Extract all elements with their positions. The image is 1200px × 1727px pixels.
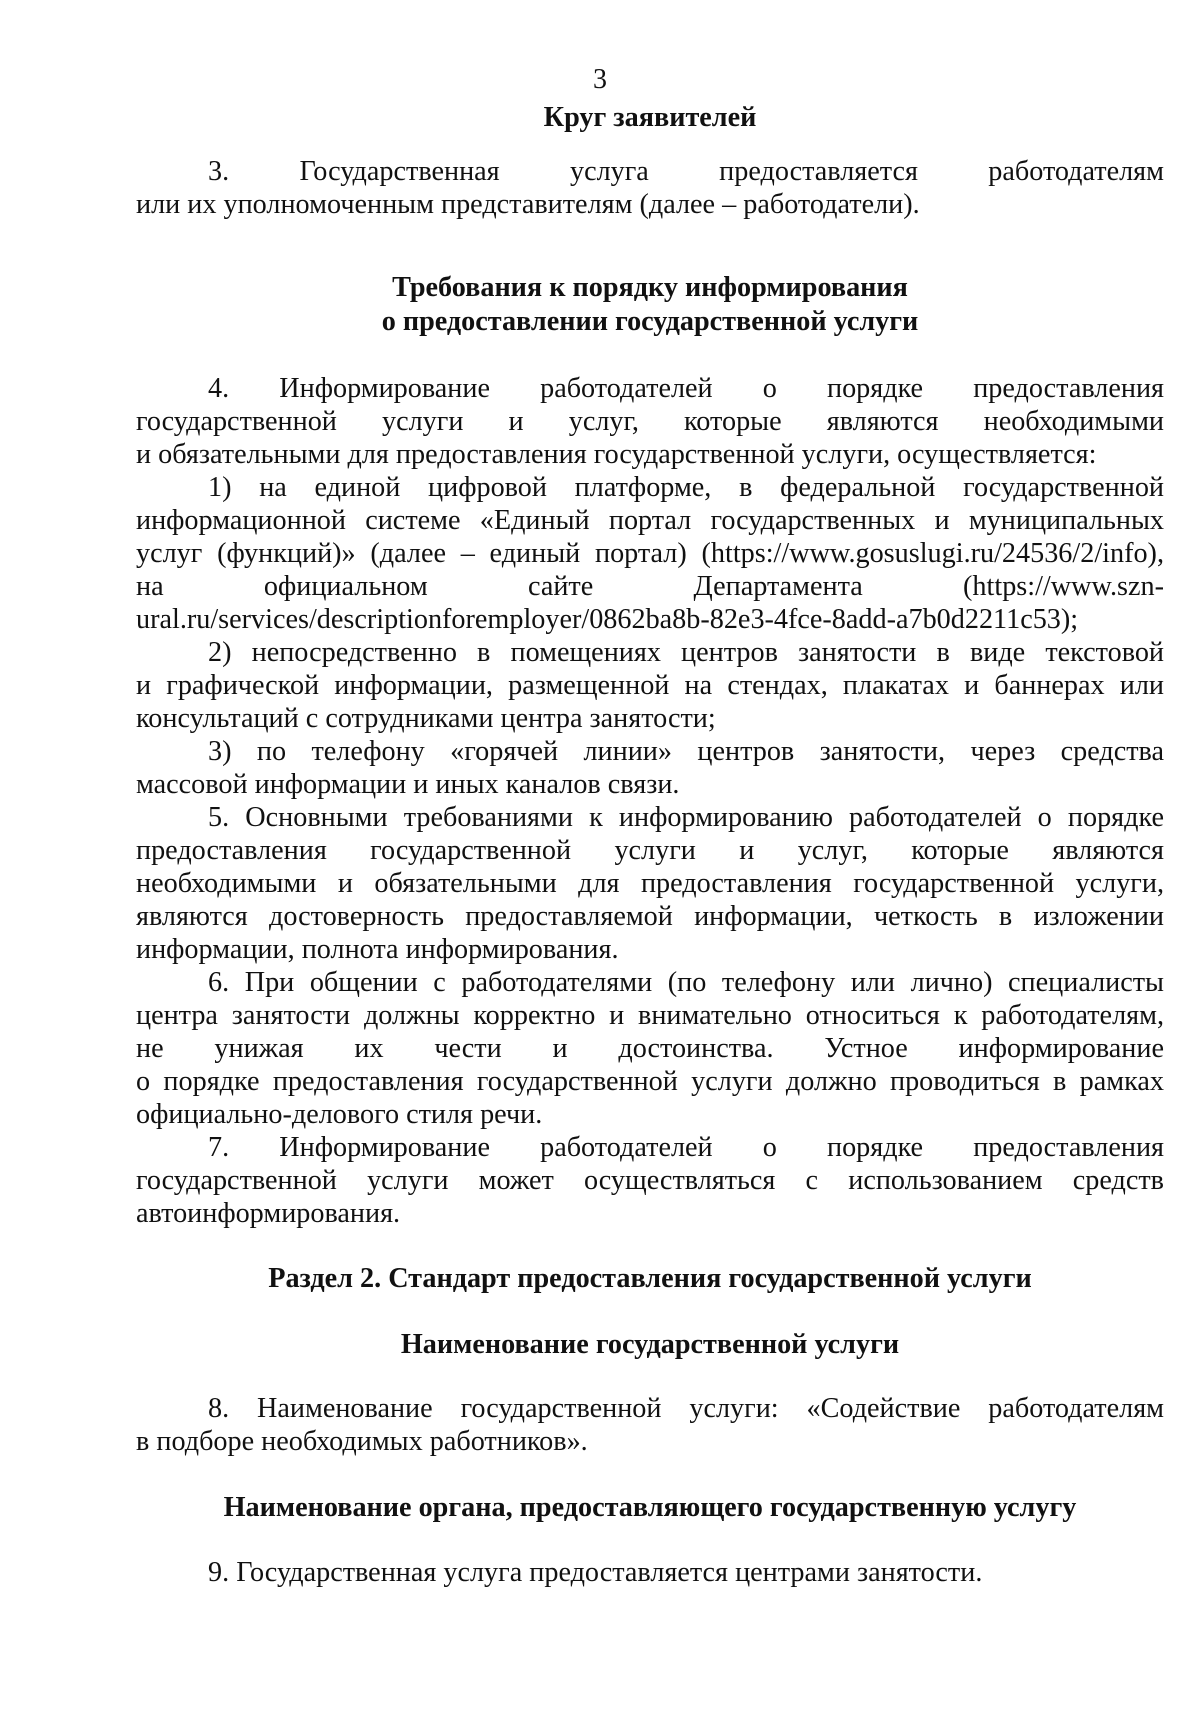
paragraph-6-line-5: официально-делового стиля речи. [136,1099,543,1130]
paragraph-4-item-3 [136,735,1164,801]
paragraph-5-line-3: необходимыми и обязательными для предоставления государственной услуги, [136,868,1164,899]
paragraph-6 [136,966,1164,1131]
paragraph-3-line-2: или их уполномоченным представителям (далее – работодатели). [136,189,920,220]
paragraph-6-line-3: не унижая их чести и достоинства. Устное информирование [136,1033,1164,1064]
paragraph-4-3-line-1: 3) по телефону «горячей линии» центров занятости, через средства [208,736,1164,767]
paragraph-9 [136,1556,1164,1589]
paragraph-8-line-2: в подборе необходимых работников». [136,1426,588,1457]
paragraph-3 [136,155,1164,221]
paragraph-4-line-1: 4. Информирование работодателей о порядке предоставления [208,373,1164,404]
paragraph-6-line-2: центра занятости должны корректно и внимательно относиться к работодателям, [136,1000,1164,1031]
paragraph-4-2-line-3: консультаций с сотрудниками центра занятости; [136,703,716,734]
heading-circle-of-applicants: Круг заявителей [543,102,757,133]
paragraph-6-line-4: о порядке предоставления государственной услуги должно проводиться в рамках [136,1066,1164,1097]
paragraph-5-line-4: являются достоверность предоставляемой информации, четкость в изложении [136,901,1164,932]
paragraph-4-line-2: государственной услуги и услуг, которые являются необходимыми [136,406,1164,437]
paragraph-9-line-1: 9. Государственная услуга предоставляется центрами занятости. [208,1557,983,1588]
paragraph-6-line-1: 6. При общении с работодателями (по телефону или лично) специалисты [208,967,1164,998]
paragraph-4-2-line-2: и графической информации, размещенной на стендах, плакатах и баннерах или [136,670,1164,701]
paragraph-4-3-line-2: массовой информации и иных каналов связи. [136,769,680,800]
paragraph-7-line-3: автоинформирования. [136,1198,401,1229]
paragraph-8-line-1: 8. Наименование государственной услуги: «Содействие работодателям [208,1393,1164,1424]
paragraph-3-line-1: 3. Государственная услуга предоставляется работодателям [208,156,1164,187]
heading-info-requirements-2: о предоставлении государственной услуги [381,306,919,337]
paragraph-5-line-2: предоставления государственной услуги и услуг, которые являются [136,835,1164,866]
paragraph-4 [136,372,1164,471]
paragraph-4-1-line-4: на официальном сайте Департамента (https://www.szn- [136,571,1164,602]
paragraph-4-1-line-5: ural.ru/services/descriptionforemployer/0862ba8b-82e3-4fce-8add-a7b0d2211c53); [136,604,1079,635]
paragraph-4-1-line-3: услуг (функций)» (далее – единый портал) (https://www.gosuslugi.ru/24536/2/info), [136,538,1164,569]
heading-organ-name: Наименование органа, предоставляющего государственную услугу [223,1492,1077,1523]
paragraph-7 [136,1131,1164,1230]
paragraph-4-item-1 [136,471,1164,636]
heading-section-2: Раздел 2. Стандарт предоставления государственной услуги [268,1263,1032,1294]
paragraph-5-line-1: 5. Основными требованиями к информированию работодателей о порядке [208,802,1164,833]
paragraph-4-1-line-2: информационной системе «Единый портал государственных и муниципальных [136,505,1164,536]
heading-info-requirements-1: Требования к порядку информирования [392,272,908,303]
paragraph-5-line-5: информации, полнота информирования. [136,934,619,965]
paragraph-5 [136,801,1164,966]
paragraph-4-1-line-1: 1) на единой цифровой платформе, в федеральной государственной [208,472,1164,503]
paragraph-4-2-line-1: 2) непосредственно в помещениях центров занятости в виде текстовой [208,637,1164,668]
paragraph-7-line-2: государственной услуги может осуществляться с использованием средств [136,1165,1164,1196]
paragraph-7-line-1: 7. Информирование работодателей о порядке предоставления [208,1132,1164,1163]
paragraph-8 [136,1392,1164,1458]
page-number: 3 [593,64,607,95]
paragraph-4-line-3: и обязательными для предоставления государственной услуги, осуществляется: [136,439,1097,470]
paragraph-4-item-2 [136,636,1164,735]
heading-service-name: Наименование государственной услуги [400,1329,900,1360]
